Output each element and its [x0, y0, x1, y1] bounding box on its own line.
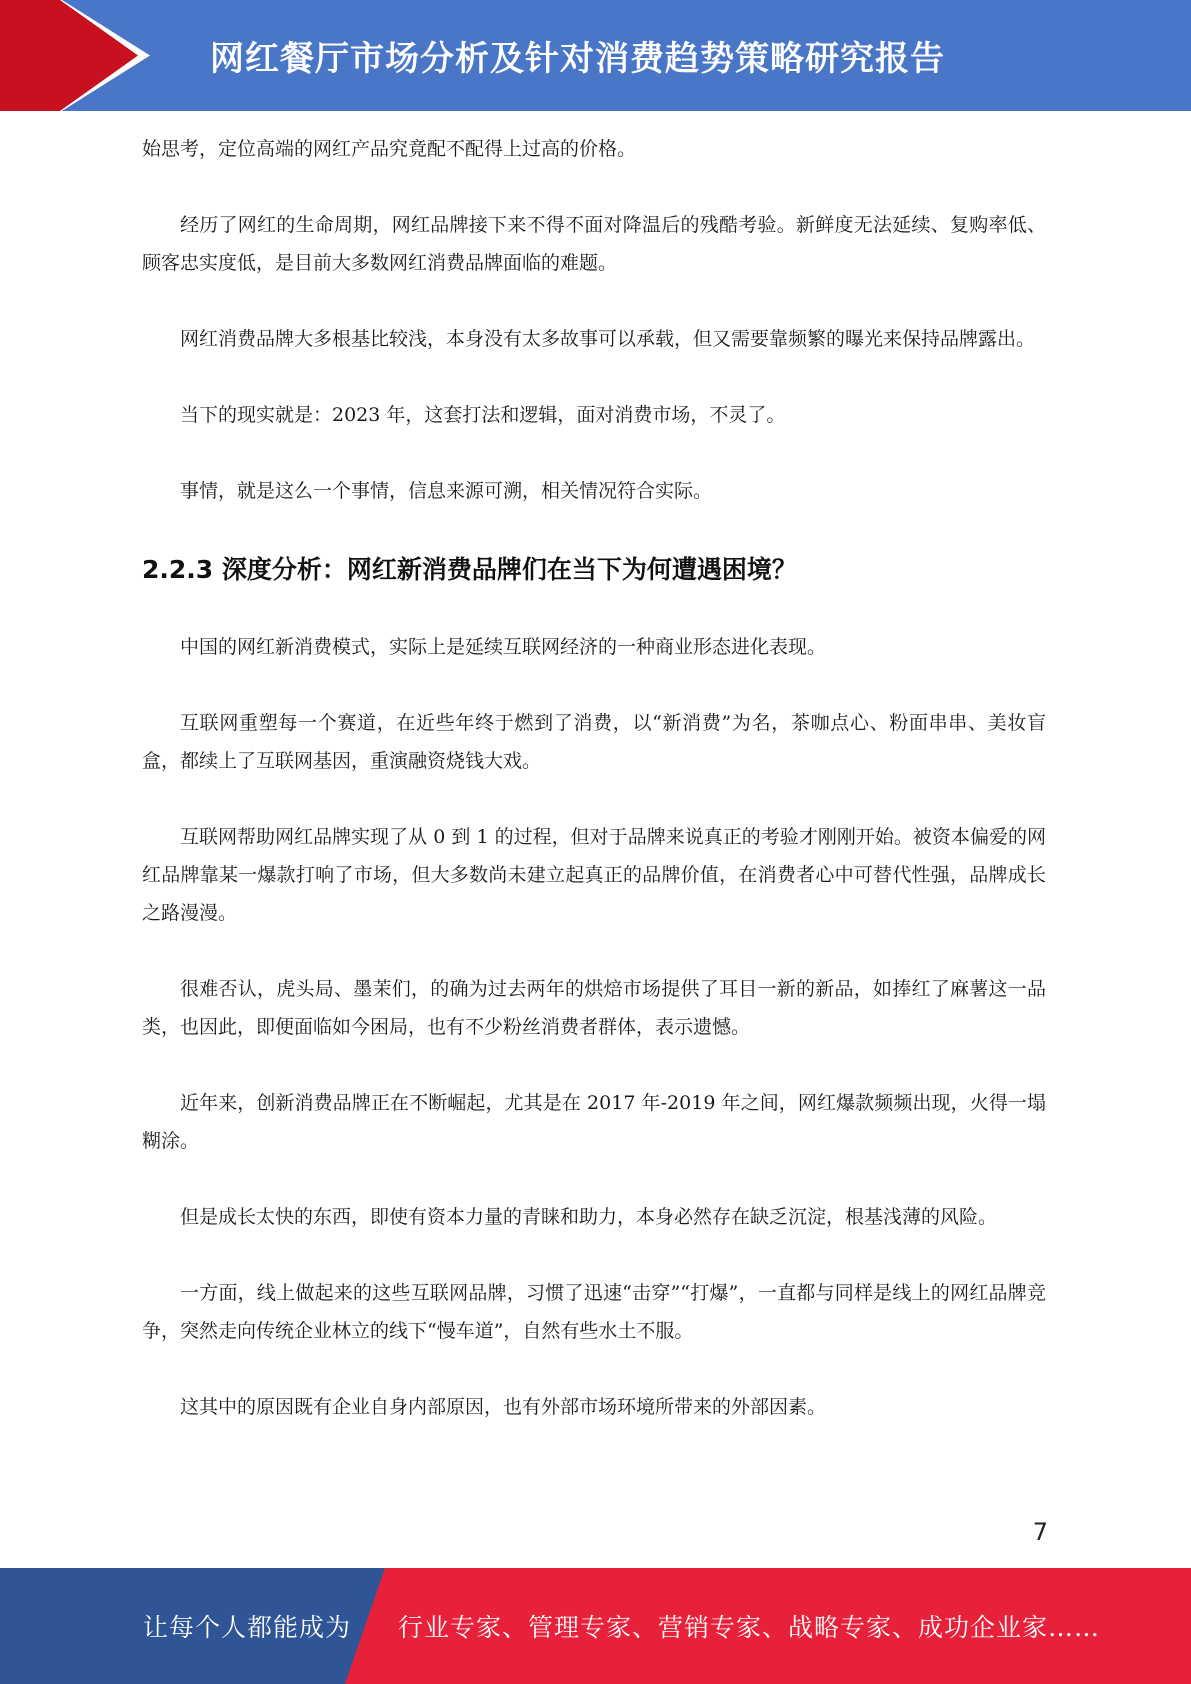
- red-chevron-logo: [0, 0, 150, 111]
- footer-slogan-right: 行业专家、管理专家、营销专家、战略专家、成功企业家……: [398, 1613, 1101, 1642]
- paragraph: 当下的现实就是：2023 年，这套打法和逻辑，面对消费市场，不灵了。: [180, 404, 786, 426]
- paragraph: 很难否认，虎头局、墨茉们，的确为过去两年的烘焙市场提供了耳目一新的新品，如捧红了麻薯这一品类，也因此，即便面临如今困局，也有不少粉丝消费者群体，表示遗憾。: [142, 978, 1046, 1038]
- paragraph: 这其中的原因既有企业自身内部原因，也有外部市场环境所带来的外部因素。: [180, 1396, 827, 1418]
- paragraph: 互联网重塑每一个赛道，在近些年终于燃到了消费，以“新消费”为名，茶咖点心、粉面串串、美妆盲盒，都续上了互联网基因，重演融资烧钱大戏。: [142, 712, 1046, 772]
- report-title: 网红餐厅市场分析及针对消费趋势策略研究报告: [210, 39, 945, 79]
- page-body: [142, 130, 1046, 1464]
- paragraph: 中国的网红新消费模式，实际上是延续互联网经济的一种商业形态进化表现。: [180, 636, 827, 658]
- paragraph: 近年来，创新消费品牌正在不断崛起，尤其是在 2017 年-2019 年之间，网红爆款频频出现，火得一塌糊涂。: [142, 1092, 1046, 1152]
- paragraph: 但是成长太快的东西，即使有资本力量的青睐和助力，本身必然存在缺乏沉淀，根基浅薄的风险。: [180, 1206, 998, 1228]
- paragraph: 事情，就是这么一个事情，信息来源可溯，相关情况符合实际。: [180, 480, 713, 502]
- footer-slogan-left: 让每个人都能成为: [143, 1613, 352, 1642]
- paragraph: 一方面，线上做起来的这些互联网品牌，习惯了迅速“击穿”“打爆”，一直都与同样是线上的网红品牌竞争，突然走向传统企业林立的线下“慢车道”，自然有些水土不服。: [142, 1282, 1046, 1342]
- page-number: 7: [1032, 1518, 1048, 1546]
- paragraph: 互联网帮助网红品牌实现了从 0 到 1 的过程，但对于品牌来说真正的考验才刚刚开始。被资本偏爱的网红品牌靠某一爆款打响了市场，但大多数尚未建立起真正的品牌价值，在消费者心中可替代性强，品牌成长之路漫漫。: [142, 826, 1046, 924]
- header-banner: [0, 0, 1191, 111]
- paragraph: 始思考，定位高端的网红产品究竟配不配得上过高的价格。: [142, 138, 637, 160]
- paragraph: 经历了网红的生命周期，网红品牌接下来不得不面对降温后的残酷考验。新鲜度无法延续、复购率低、顾客忠实度低，是目前大多数网红消费品牌面临的难题。: [142, 214, 1046, 274]
- paragraph: 网红消费品牌大多根基比较浅，本身没有太多故事可以承载，但又需要靠频繁的曝光来保持品牌露出。: [180, 328, 1036, 350]
- section-heading: 2.2.3 深度分析：网红新消费品牌们在当下为何遭遇困境？: [142, 555, 797, 584]
- footer-banner: [0, 1568, 1191, 1684]
